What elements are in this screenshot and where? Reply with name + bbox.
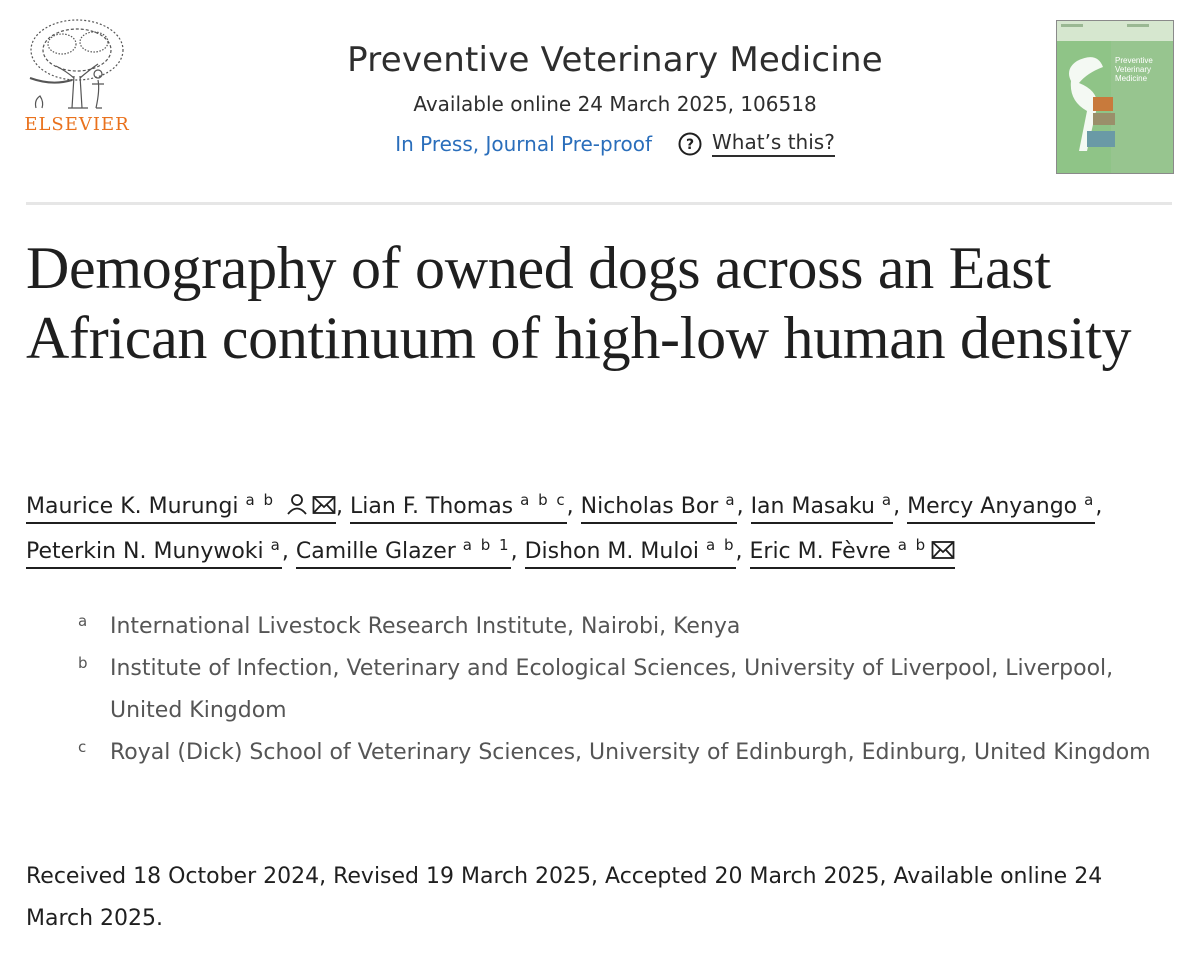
author-link[interactable] (749, 536, 956, 569)
affiliation-text: International Livestock Research Institute, Nairobi, Kenya (110, 614, 741, 639)
author-separator: , (281, 539, 289, 564)
question-circle-icon (678, 132, 702, 156)
affiliation-list (78, 606, 1178, 774)
affiliation-item (78, 732, 1178, 774)
author-affiliation-marks: a b c (520, 491, 567, 509)
cover-artwork (1057, 21, 1173, 173)
cover-title: Preventive Veterinary Medicine (1115, 56, 1153, 83)
affiliation-label: a (78, 612, 88, 630)
author-list (26, 484, 1176, 574)
status-row (290, 130, 940, 157)
author-name: Lian F. Thomas (350, 494, 514, 519)
affiliation-item (78, 606, 1178, 648)
person-icon (286, 493, 308, 515)
author-name: Eric M. Fèvre (749, 539, 891, 564)
author-name: Ian Masaku (750, 494, 875, 519)
journal-info (290, 40, 940, 157)
author-separator: , (1095, 494, 1103, 519)
article-title: Demography of owned dogs across an East African continuum of high-low human density (26, 235, 1132, 371)
author-affiliation-marks: a (270, 536, 282, 554)
author-separator: , (736, 494, 744, 519)
affiliation-label: b (78, 654, 88, 672)
publisher-name: ELSEVIER (24, 114, 130, 135)
journal-cover-image[interactable] (1056, 20, 1174, 174)
availability-text: Available online 24 March 2025, 106518 (413, 92, 817, 116)
author-affiliation-marks: a (1084, 491, 1096, 509)
author-name: Nicholas Bor (580, 494, 719, 519)
author-link[interactable] (26, 491, 336, 524)
author-name: Peterkin N. Munywoki (26, 539, 264, 564)
author-affiliation-marks: a b (245, 491, 276, 509)
svg-text:?: ? (685, 136, 695, 153)
author-name: Mercy Anyango (907, 494, 1078, 519)
author-link[interactable] (907, 491, 1096, 524)
author-name: Maurice K. Murungi (26, 494, 239, 519)
author-link[interactable] (580, 491, 737, 524)
in-press-link[interactable]: In Press, Journal Pre-proof (395, 131, 653, 156)
author-link[interactable] (750, 491, 894, 524)
article-header (0, 0, 1200, 205)
affiliation-text: Royal (Dick) School of Veterinary Sciences, University of Edinburgh, Edinburg, United Kingdom (110, 740, 1151, 765)
header-divider (26, 202, 1172, 205)
author-affiliation-marks: a b (706, 536, 736, 554)
whats-this-button[interactable] (678, 130, 835, 157)
author-link[interactable] (295, 536, 511, 569)
affiliation-text: Institute of Infection, Veterinary and Ecological Sciences, University of Liverpool, Liverpool, United Kingdom (110, 656, 1114, 723)
author-separator: , (735, 539, 743, 564)
author-link[interactable] (350, 491, 567, 524)
email-icon (312, 495, 336, 515)
author-affiliation-marks: a b 1 (462, 536, 511, 554)
elsevier-logo[interactable] (22, 16, 132, 136)
affiliation-label: c (78, 738, 87, 756)
author-separator: , (893, 494, 901, 519)
email-icon (931, 540, 955, 560)
elsevier-tree-icon (22, 16, 132, 116)
publication-history: Received 18 October 2024, Revised 19 March 2025, Accepted 20 March 2025, Available online 24 March 2025. (26, 864, 1103, 931)
author-name: Camille Glazer (295, 539, 456, 564)
journal-title-link[interactable]: Preventive Veterinary Medicine (347, 40, 883, 80)
author-affiliation-marks: a (881, 491, 894, 509)
author-separator: , (566, 494, 574, 519)
whats-this-label: What’s this? (712, 130, 835, 157)
author-link[interactable] (26, 536, 282, 569)
author-separator: , (510, 539, 518, 564)
author-affiliation-marks: a (725, 491, 737, 509)
author-affiliation-marks: a b (897, 536, 928, 554)
author-separator: , (336, 494, 344, 519)
author-name: Dishon M. Muloi (524, 539, 700, 564)
author-link[interactable] (524, 536, 736, 569)
affiliation-item (78, 648, 1178, 732)
